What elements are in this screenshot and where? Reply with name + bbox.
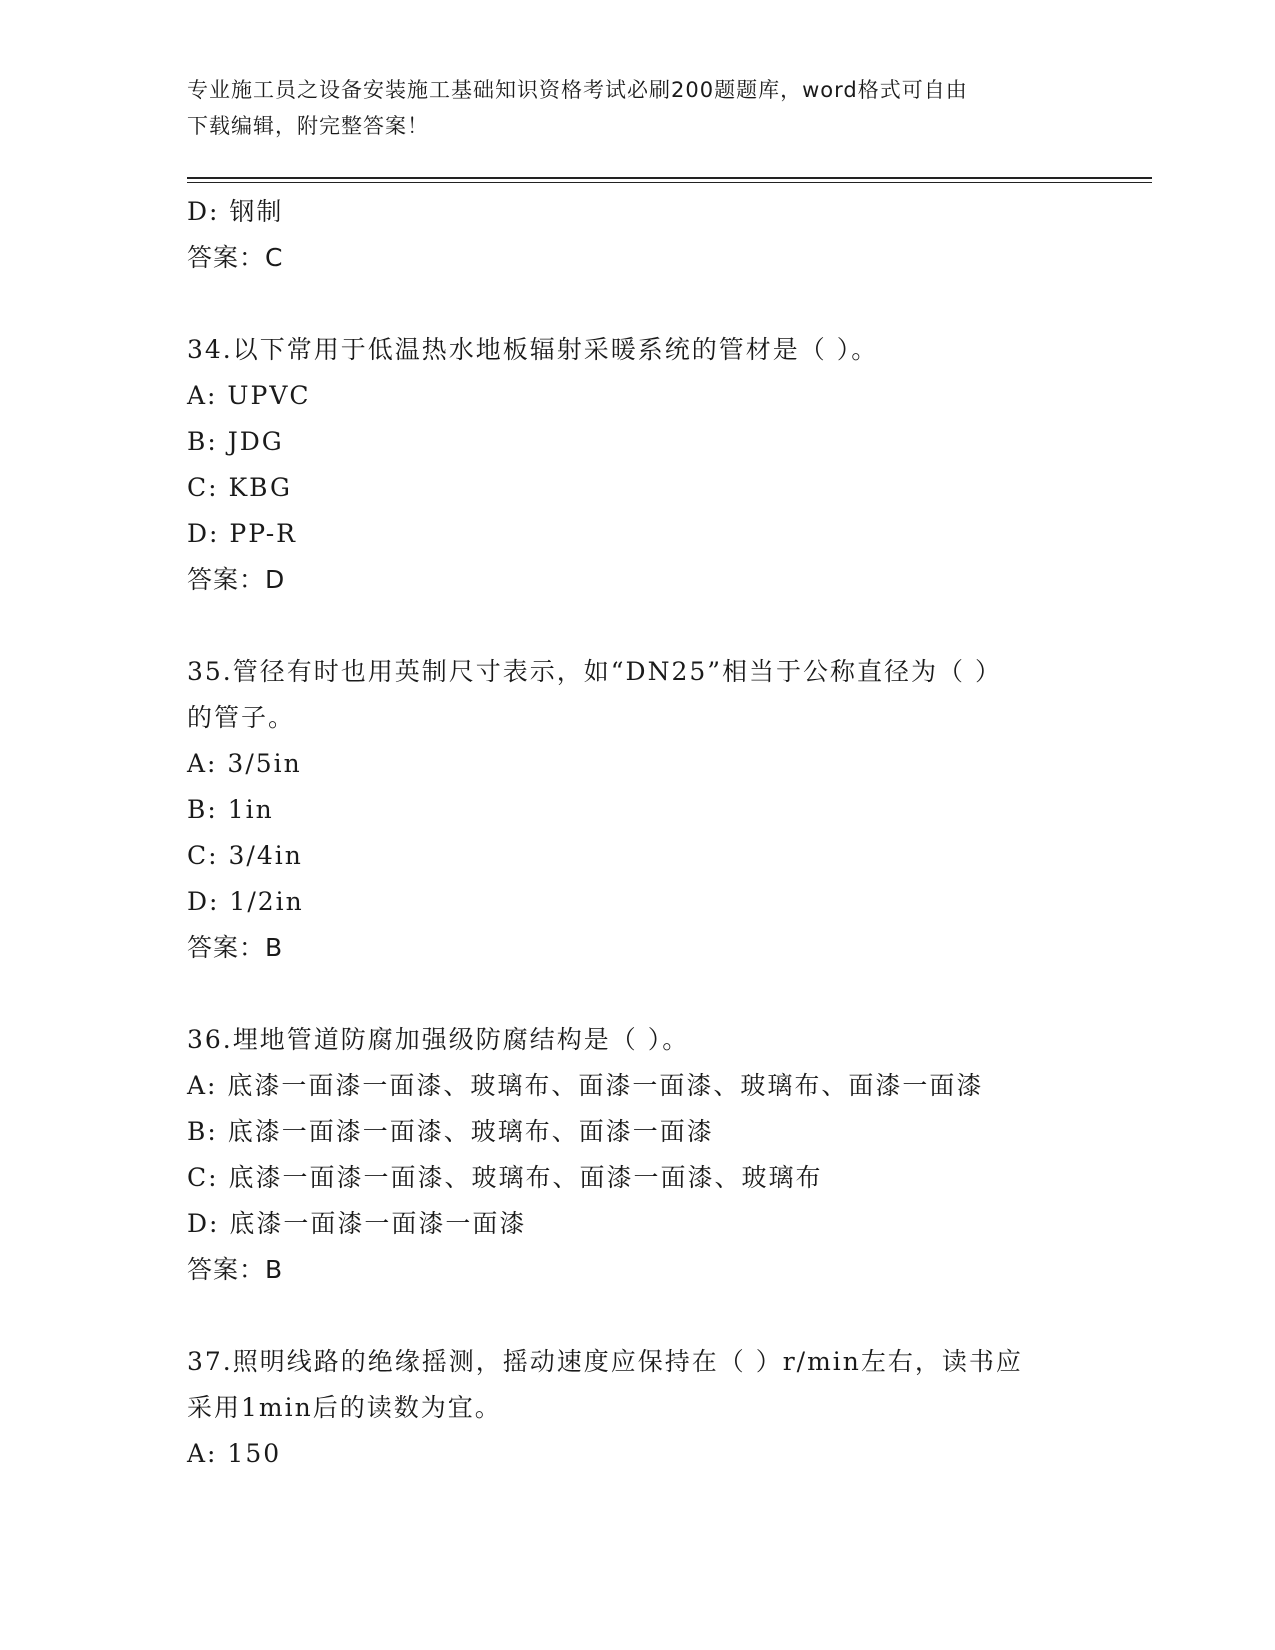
option-a: A: 底漆一面漆一面漆、玻璃布、面漆一面漆、玻璃布、面漆一面漆: [187, 1071, 984, 1100]
option-d: D: 钢制: [187, 197, 284, 226]
page-header: [187, 72, 1087, 144]
option-a: A: 150: [187, 1439, 282, 1468]
question-stem-line-2: 的管子。: [187, 703, 296, 732]
answer: 答案：B: [187, 1255, 284, 1284]
spacer: [187, 281, 1152, 327]
header-divider: [187, 177, 1152, 179]
option-b: B: 1in: [187, 795, 274, 824]
question-stem: 36.埋地管道防腐加强级防腐结构是（ ）。: [187, 1025, 690, 1054]
option-b: B: JDG: [187, 427, 284, 456]
option-d: D: PP-R: [187, 519, 297, 548]
question-stem-line-1: 35.管径有时也用英制尺寸表示，如“DN25”相当于公称直径为（ ）: [187, 657, 1002, 686]
question-stem-line-1: 37.照明线路的绝缘摇测，摇动速度应保持在（ ）r/min左右，读书应: [187, 1347, 1023, 1376]
option-d: D: 底漆一面漆一面漆一面漆: [187, 1209, 527, 1238]
option-c: C: 底漆一面漆一面漆、玻璃布、面漆一面漆、玻璃布: [187, 1163, 823, 1192]
question-33-tail: [187, 189, 1152, 281]
answer: 答案：C: [187, 243, 284, 272]
question-stem-line-2: 采用1min后的读数为宜。: [187, 1393, 502, 1422]
header-line-1: 专业施工员之设备安装施工基础知识资格考试必刷200题题库，word格式可自由: [187, 78, 968, 102]
answer: 答案：D: [187, 565, 286, 594]
question-34: [187, 327, 1152, 603]
question-37: [187, 1339, 1152, 1477]
spacer: [187, 603, 1152, 649]
question-35: [187, 649, 1152, 971]
spacer: [187, 971, 1152, 1017]
header-divider-thin: [187, 182, 1152, 183]
spacer: [187, 1293, 1152, 1339]
question-list: [187, 189, 1152, 1477]
option-a: A: 3/5in: [187, 749, 302, 778]
option-c: C: KBG: [187, 473, 292, 502]
option-d: D: 1/2in: [187, 887, 304, 916]
option-c: C: 3/4in: [187, 841, 303, 870]
option-a: A: UPVC: [187, 381, 311, 410]
question-36: [187, 1017, 1152, 1293]
option-b: B: 底漆一面漆一面漆、玻璃布、面漆一面漆: [187, 1117, 714, 1146]
question-stem: 34.以下常用于低温热水地板辐射采暖系统的管材是（ ）。: [187, 335, 879, 364]
answer: 答案：B: [187, 933, 284, 962]
header-line-2: 下载编辑，附完整答案！: [187, 114, 429, 138]
